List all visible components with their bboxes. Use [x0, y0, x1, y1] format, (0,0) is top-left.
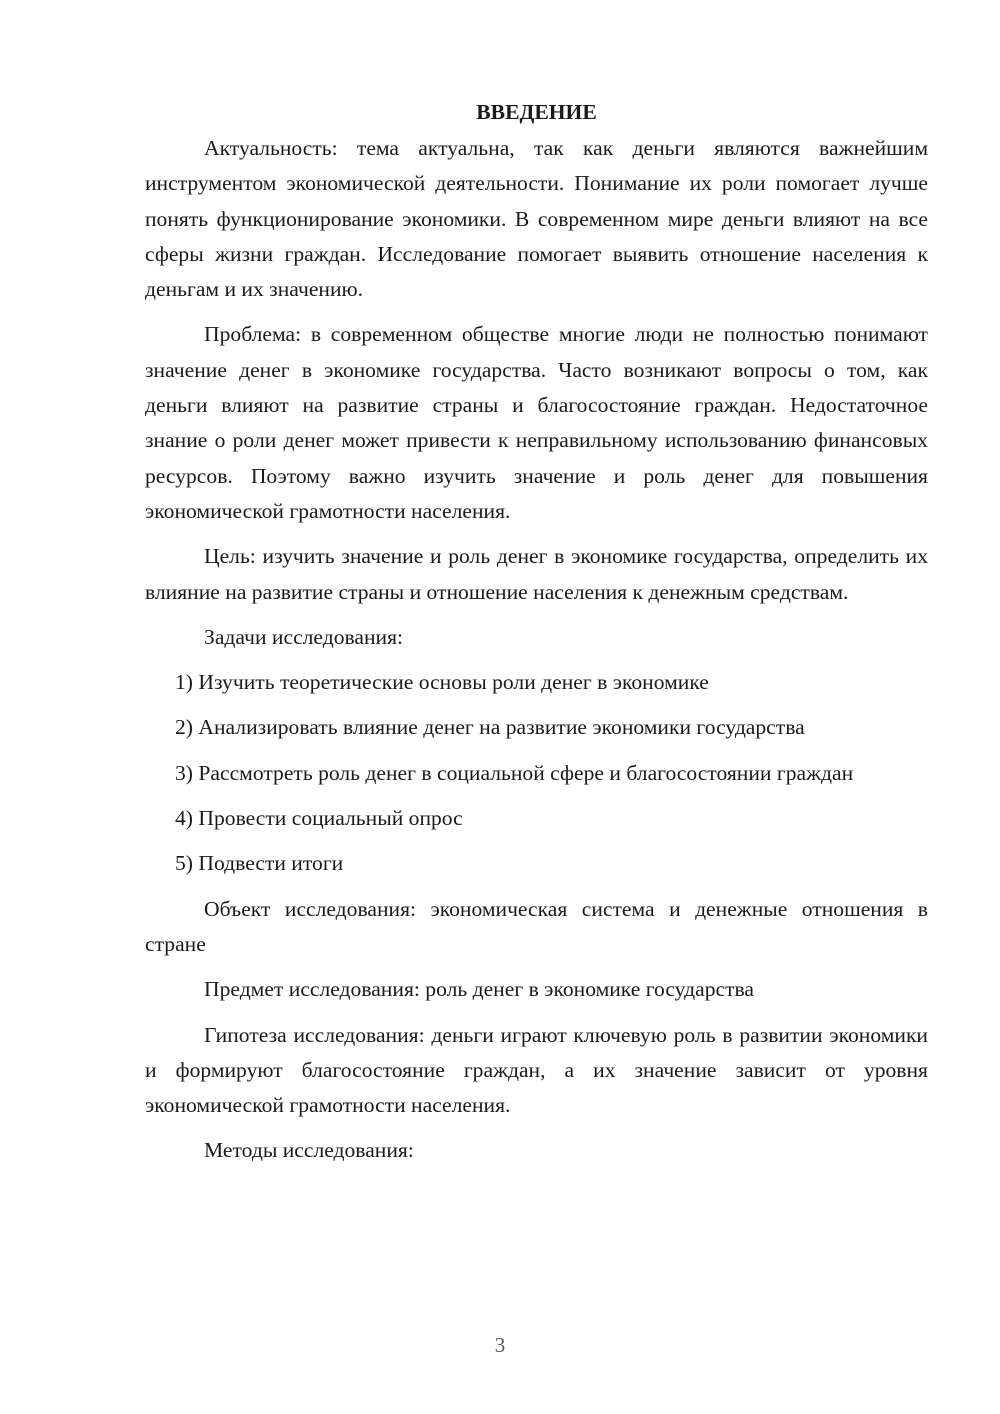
hypothesis-paragraph: Гипотеза исследования: деньги играют ключевую роль в развитии экономики и формируют благосостояние граждан, а их значение зависит от уровня экономической грамотности населения.	[145, 1022, 928, 1118]
methods-heading: Методы исследования:	[204, 1138, 414, 1163]
problem-paragraph: Проблема: в современном обществе многие люди не полностью понимают значение денег в экономике государства. Часто возникают вопросы о том, как деньги влияют на развитие страны и благосостояние граждан. Недостаточное знание о роли денег может привести к неправильному использованию финансовых ресурсов. Поэтому важно изучить значение и роль денег для повышения экономической грамотности населения.	[145, 322, 928, 523]
page-number: 3	[494, 1333, 506, 1357]
document-page	[145, 95, 928, 1179]
object-paragraph: Объект исследования: экономическая система и денежные отношения в стране	[145, 896, 928, 956]
section-title: ВВЕДЕНИЕ	[476, 100, 597, 124]
subject-paragraph: Предмет исследования: роль денег в экономике государства	[204, 977, 755, 1002]
goal-paragraph: Цель: изучить значение и роль денег в экономике государства, определить их влияние на развитие страны и отношение населения к денежным средствам.	[145, 544, 928, 604]
task-item: 4) Провести социальный опрос	[175, 806, 463, 831]
tasks-heading: Задачи исследования:	[204, 624, 404, 649]
relevance-paragraph: Актуальность: тема актуальна, так как деньги являются важнейшим инструментом экономической деятельности. Понимание их роли помогает лучше понять функционирование экономики. В современном мире деньги влияют на все сферы жизни граждан. Исследование помогает выявить отношение населения к деньгам и их значению.	[145, 136, 928, 302]
task-item: 3) Рассмотреть роль денег в социальной сфере и благосостоянии граждан	[175, 760, 854, 785]
task-item: 1) Изучить теоретические основы роли денег в экономике	[175, 670, 709, 695]
task-item: 5) Подвести итоги	[175, 851, 344, 876]
task-item: 2) Анализировать влияние денег на развитие экономики государства	[175, 715, 805, 740]
